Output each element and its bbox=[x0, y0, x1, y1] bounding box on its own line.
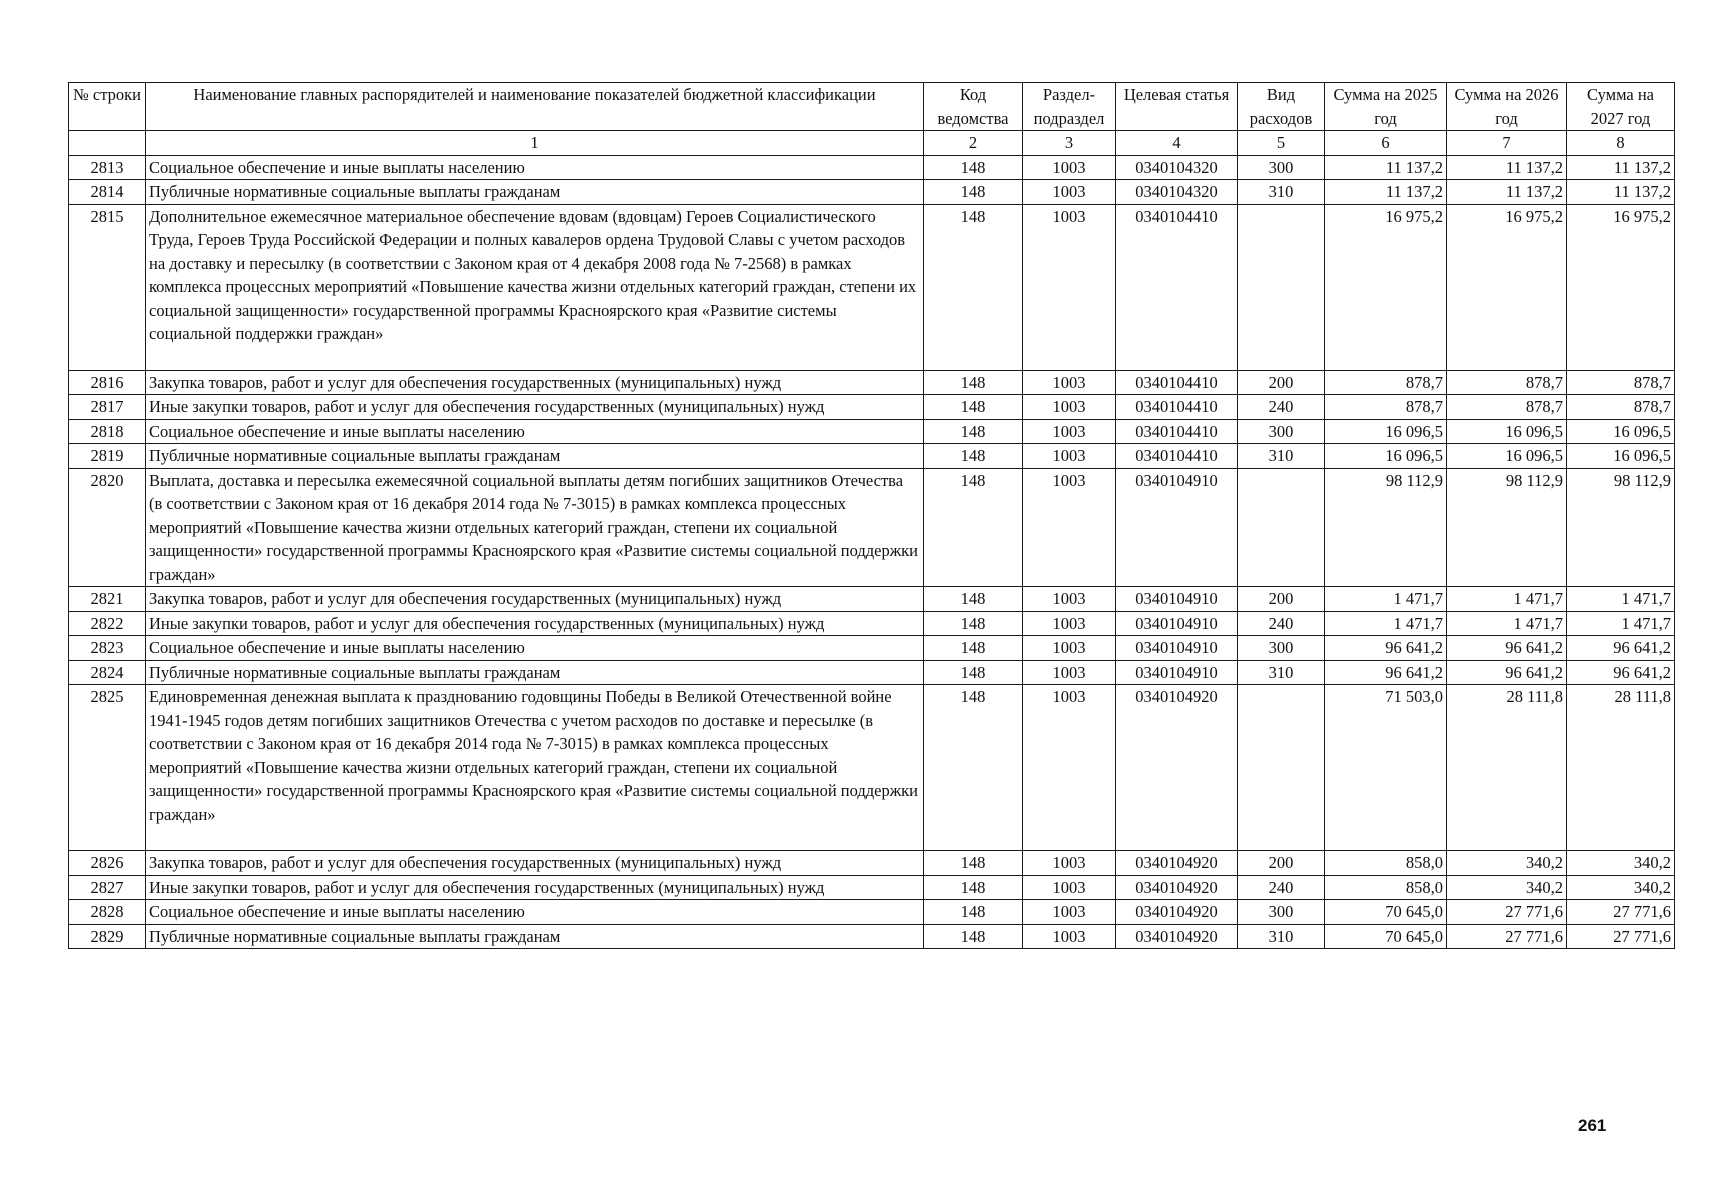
sum-2026-cell: 878,7 bbox=[1447, 395, 1567, 420]
sum-2025-cell: 70 645,0 bbox=[1325, 924, 1447, 949]
target-item-cell: 0340104920 bbox=[1116, 924, 1238, 949]
row-number-cell: 2815 bbox=[69, 204, 146, 370]
header-name: Наименование главных распорядителей и наименование показателей бюджетной классификации bbox=[146, 83, 924, 131]
target-item-cell: 0340104320 bbox=[1116, 155, 1238, 180]
header-sum-2025: Сумма на 2025 год bbox=[1325, 83, 1447, 131]
column-number: 1 bbox=[146, 131, 924, 156]
sum-2025-cell: 1 471,7 bbox=[1325, 611, 1447, 636]
section-cell: 1003 bbox=[1023, 587, 1116, 612]
row-number-cell: 2820 bbox=[69, 468, 146, 587]
row-number-cell: 2823 bbox=[69, 636, 146, 661]
classification-name-cell: Закупка товаров, работ и услуг для обеспечения государственных (муниципальных) нужд bbox=[146, 851, 924, 876]
target-item-cell: 0340104910 bbox=[1116, 587, 1238, 612]
sum-2025-cell: 98 112,9 bbox=[1325, 468, 1447, 587]
row-number-cell: 2826 bbox=[69, 851, 146, 876]
sum-2027-cell: 11 137,2 bbox=[1567, 180, 1675, 205]
sum-2027-cell: 16 096,5 bbox=[1567, 444, 1675, 469]
column-number: 5 bbox=[1238, 131, 1325, 156]
table-row bbox=[69, 419, 1675, 444]
target-item-cell: 0340104910 bbox=[1116, 468, 1238, 587]
table-row bbox=[69, 611, 1675, 636]
section-cell: 1003 bbox=[1023, 204, 1116, 370]
sum-2027-cell: 16 096,5 bbox=[1567, 419, 1675, 444]
expense-type-cell: 200 bbox=[1238, 587, 1325, 612]
sum-2026-cell: 27 771,6 bbox=[1447, 900, 1567, 925]
expense-type-cell: 300 bbox=[1238, 419, 1325, 444]
classification-name-cell: Иные закупки товаров, работ и услуг для обеспечения государственных (муниципальных) нужд bbox=[146, 395, 924, 420]
department-code-cell: 148 bbox=[924, 204, 1023, 370]
header-row-number: № строки bbox=[69, 83, 146, 131]
expense-type-cell bbox=[1238, 685, 1325, 851]
row-number-cell: 2814 bbox=[69, 180, 146, 205]
column-number: 4 bbox=[1116, 131, 1238, 156]
sum-2027-cell: 27 771,6 bbox=[1567, 900, 1675, 925]
header-section: Раздел-подраздел bbox=[1023, 83, 1116, 131]
row-number-cell: 2821 bbox=[69, 587, 146, 612]
classification-name-cell: Социальное обеспечение и иные выплаты населению bbox=[146, 900, 924, 925]
classification-name-cell: Иные закупки товаров, работ и услуг для обеспечения государственных (муниципальных) нужд bbox=[146, 611, 924, 636]
classification-name-cell: Социальное обеспечение и иные выплаты населению bbox=[146, 155, 924, 180]
table-row bbox=[69, 370, 1675, 395]
sum-2026-cell: 96 641,2 bbox=[1447, 660, 1567, 685]
sum-2027-cell: 1 471,7 bbox=[1567, 611, 1675, 636]
page-number: 261 bbox=[1578, 1116, 1607, 1135]
sum-2025-cell: 16 975,2 bbox=[1325, 204, 1447, 370]
column-number: 8 bbox=[1567, 131, 1675, 156]
header-department-code: Код ведомства bbox=[924, 83, 1023, 131]
sum-2027-cell: 340,2 bbox=[1567, 875, 1675, 900]
table-row bbox=[69, 924, 1675, 949]
sum-2026-cell: 27 771,6 bbox=[1447, 924, 1567, 949]
sum-2025-cell: 11 137,2 bbox=[1325, 155, 1447, 180]
sum-2026-cell: 340,2 bbox=[1447, 851, 1567, 876]
classification-name-cell: Закупка товаров, работ и услуг для обеспечения государственных (муниципальных) нужд bbox=[146, 370, 924, 395]
table-row bbox=[69, 155, 1675, 180]
department-code-cell: 148 bbox=[924, 370, 1023, 395]
department-code-cell: 148 bbox=[924, 900, 1023, 925]
department-code-cell: 148 bbox=[924, 611, 1023, 636]
department-code-cell: 148 bbox=[924, 468, 1023, 587]
section-cell: 1003 bbox=[1023, 875, 1116, 900]
sum-2026-cell: 340,2 bbox=[1447, 875, 1567, 900]
row-number-cell: 2818 bbox=[69, 419, 146, 444]
sum-2027-cell: 11 137,2 bbox=[1567, 155, 1675, 180]
sum-2025-cell: 70 645,0 bbox=[1325, 900, 1447, 925]
department-code-cell: 148 bbox=[924, 660, 1023, 685]
classification-name-cell: Публичные нормативные социальные выплаты гражданам bbox=[146, 660, 924, 685]
sum-2026-cell: 96 641,2 bbox=[1447, 636, 1567, 661]
sum-2026-cell: 11 137,2 bbox=[1447, 155, 1567, 180]
section-cell: 1003 bbox=[1023, 155, 1116, 180]
table-row bbox=[69, 395, 1675, 420]
column-number: 6 bbox=[1325, 131, 1447, 156]
table-body bbox=[69, 155, 1675, 949]
table-row bbox=[69, 180, 1675, 205]
expense-type-cell: 310 bbox=[1238, 660, 1325, 685]
sum-2025-cell: 96 641,2 bbox=[1325, 636, 1447, 661]
table-row bbox=[69, 204, 1675, 370]
target-item-cell: 0340104410 bbox=[1116, 419, 1238, 444]
table-row bbox=[69, 636, 1675, 661]
sum-2027-cell: 96 641,2 bbox=[1567, 636, 1675, 661]
header-sum-2027: Сумма на 2027 год bbox=[1567, 83, 1675, 131]
column-number: 7 bbox=[1447, 131, 1567, 156]
department-code-cell: 148 bbox=[924, 685, 1023, 851]
expense-type-cell: 300 bbox=[1238, 155, 1325, 180]
department-code-cell: 148 bbox=[924, 419, 1023, 444]
department-code-cell: 148 bbox=[924, 180, 1023, 205]
header-target-item: Целевая статья bbox=[1116, 83, 1238, 131]
sum-2026-cell: 28 111,8 bbox=[1447, 685, 1567, 851]
section-cell: 1003 bbox=[1023, 611, 1116, 636]
expense-type-cell: 300 bbox=[1238, 636, 1325, 661]
sum-2027-cell: 1 471,7 bbox=[1567, 587, 1675, 612]
sum-2025-cell: 878,7 bbox=[1325, 370, 1447, 395]
department-code-cell: 148 bbox=[924, 587, 1023, 612]
target-item-cell: 0340104910 bbox=[1116, 660, 1238, 685]
section-cell: 1003 bbox=[1023, 900, 1116, 925]
row-number-cell: 2829 bbox=[69, 924, 146, 949]
classification-name-cell: Закупка товаров, работ и услуг для обеспечения государственных (муниципальных) нужд bbox=[146, 587, 924, 612]
section-cell: 1003 bbox=[1023, 395, 1116, 420]
sum-2026-cell: 1 471,7 bbox=[1447, 587, 1567, 612]
expense-type-cell bbox=[1238, 204, 1325, 370]
row-number-cell: 2813 bbox=[69, 155, 146, 180]
table-row bbox=[69, 660, 1675, 685]
classification-name-cell: Выплата, доставка и пересылка ежемесячной социальной выплаты детям погибших защитников Отечества (в соответствии с Законом края от 16 декабря 2014 года № 7-3015) в рамках комплекса процессных мероприятий «Повышение качества жизни отдельных категорий граждан, степени их социальной защищенности» государственной программы Красноярского края «Развитие системы социальной поддержки граждан» bbox=[146, 468, 924, 587]
target-item-cell: 0340104920 bbox=[1116, 851, 1238, 876]
sum-2026-cell: 1 471,7 bbox=[1447, 611, 1567, 636]
department-code-cell: 148 bbox=[924, 851, 1023, 876]
section-cell: 1003 bbox=[1023, 685, 1116, 851]
header-row bbox=[69, 83, 1675, 131]
classification-name-cell: Единовременная денежная выплата к празднованию годовщины Победы в Великой Отечественной войне 1941-1945 годов детям погибших защитников Отечества с учетом расходов по доставке и пересылке (в соответствии с Законом края от 16 декабря 2014 года № 7-3015) в рамках комплекса процессных мероприятий «Повышение качества жизни отдельных категорий граждан, степени их социальной защищенности» государственной программы Красноярского края «Развитие системы социальной поддержки граждан» bbox=[146, 685, 924, 851]
section-cell: 1003 bbox=[1023, 636, 1116, 661]
table-row bbox=[69, 444, 1675, 469]
target-item-cell: 0340104910 bbox=[1116, 636, 1238, 661]
sum-2026-cell: 16 975,2 bbox=[1447, 204, 1567, 370]
table-row bbox=[69, 468, 1675, 587]
table-row bbox=[69, 900, 1675, 925]
column-number: 3 bbox=[1023, 131, 1116, 156]
header-sum-2026: Сумма на 2026 год bbox=[1447, 83, 1567, 131]
classification-name-cell: Дополнительное ежемесячное материальное обеспечение вдовам (вдовцам) Героев Социалистического Труда, Героев Труда Российской Федерации и полных кавалеров ордена Трудовой Славы с учетом расходов на доставку и пересылку (в соответствии с Законом края от 4 декабря 2008 года № 7-2568) в рамках комплекса процессных мероприятий «Повышение качества жизни отдельных категорий граждан, степени их социальной защищенности» государственной программы Красноярского края «Развитие системы социальной поддержки граждан» bbox=[146, 204, 924, 370]
department-code-cell: 148 bbox=[924, 924, 1023, 949]
classification-name-cell: Социальное обеспечение и иные выплаты населению bbox=[146, 419, 924, 444]
target-item-cell: 0340104320 bbox=[1116, 180, 1238, 205]
classification-name-cell: Публичные нормативные социальные выплаты гражданам bbox=[146, 444, 924, 469]
target-item-cell: 0340104910 bbox=[1116, 611, 1238, 636]
sum-2027-cell: 27 771,6 bbox=[1567, 924, 1675, 949]
sum-2027-cell: 878,7 bbox=[1567, 370, 1675, 395]
target-item-cell: 0340104920 bbox=[1116, 685, 1238, 851]
row-number-cell: 2824 bbox=[69, 660, 146, 685]
sum-2025-cell: 878,7 bbox=[1325, 395, 1447, 420]
row-number-cell: 2825 bbox=[69, 685, 146, 851]
sum-2027-cell: 28 111,8 bbox=[1567, 685, 1675, 851]
section-cell: 1003 bbox=[1023, 468, 1116, 587]
expense-type-cell bbox=[1238, 468, 1325, 587]
section-cell: 1003 bbox=[1023, 180, 1116, 205]
sum-2027-cell: 340,2 bbox=[1567, 851, 1675, 876]
expense-type-cell: 300 bbox=[1238, 900, 1325, 925]
sum-2027-cell: 16 975,2 bbox=[1567, 204, 1675, 370]
budget-table bbox=[68, 82, 1675, 949]
department-code-cell: 148 bbox=[924, 155, 1023, 180]
department-code-cell: 148 bbox=[924, 395, 1023, 420]
sum-2025-cell: 1 471,7 bbox=[1325, 587, 1447, 612]
expense-type-cell: 240 bbox=[1238, 611, 1325, 636]
expense-type-cell: 310 bbox=[1238, 444, 1325, 469]
section-cell: 1003 bbox=[1023, 851, 1116, 876]
classification-name-cell: Социальное обеспечение и иные выплаты населению bbox=[146, 636, 924, 661]
expense-type-cell: 240 bbox=[1238, 395, 1325, 420]
sum-2026-cell: 11 137,2 bbox=[1447, 180, 1567, 205]
column-number-row bbox=[69, 131, 1675, 156]
department-code-cell: 148 bbox=[924, 636, 1023, 661]
row-number-cell: 2819 bbox=[69, 444, 146, 469]
section-cell: 1003 bbox=[1023, 419, 1116, 444]
section-cell: 1003 bbox=[1023, 370, 1116, 395]
expense-type-cell: 310 bbox=[1238, 924, 1325, 949]
expense-type-cell: 310 bbox=[1238, 180, 1325, 205]
sum-2026-cell: 98 112,9 bbox=[1447, 468, 1567, 587]
target-item-cell: 0340104410 bbox=[1116, 444, 1238, 469]
sum-2025-cell: 16 096,5 bbox=[1325, 444, 1447, 469]
sum-2027-cell: 98 112,9 bbox=[1567, 468, 1675, 587]
sum-2025-cell: 71 503,0 bbox=[1325, 685, 1447, 851]
target-item-cell: 0340104410 bbox=[1116, 204, 1238, 370]
sum-2027-cell: 96 641,2 bbox=[1567, 660, 1675, 685]
sum-2026-cell: 16 096,5 bbox=[1447, 419, 1567, 444]
expense-type-cell: 240 bbox=[1238, 875, 1325, 900]
row-number-cell: 2827 bbox=[69, 875, 146, 900]
section-cell: 1003 bbox=[1023, 924, 1116, 949]
sum-2025-cell: 16 096,5 bbox=[1325, 419, 1447, 444]
row-number-cell: 2828 bbox=[69, 900, 146, 925]
sum-2027-cell: 878,7 bbox=[1567, 395, 1675, 420]
sum-2025-cell: 96 641,2 bbox=[1325, 660, 1447, 685]
target-item-cell: 0340104410 bbox=[1116, 370, 1238, 395]
column-number: 2 bbox=[924, 131, 1023, 156]
department-code-cell: 148 bbox=[924, 875, 1023, 900]
classification-name-cell: Публичные нормативные социальные выплаты гражданам bbox=[146, 180, 924, 205]
target-item-cell: 0340104920 bbox=[1116, 900, 1238, 925]
department-code-cell: 148 bbox=[924, 444, 1023, 469]
target-item-cell: 0340104410 bbox=[1116, 395, 1238, 420]
classification-name-cell: Публичные нормативные социальные выплаты гражданам bbox=[146, 924, 924, 949]
sum-2026-cell: 878,7 bbox=[1447, 370, 1567, 395]
row-number-cell: 2816 bbox=[69, 370, 146, 395]
expense-type-cell: 200 bbox=[1238, 370, 1325, 395]
classification-name-cell: Иные закупки товаров, работ и услуг для обеспечения государственных (муниципальных) нужд bbox=[146, 875, 924, 900]
target-item-cell: 0340104920 bbox=[1116, 875, 1238, 900]
sum-2025-cell: 858,0 bbox=[1325, 875, 1447, 900]
sum-2025-cell: 858,0 bbox=[1325, 851, 1447, 876]
row-number-cell: 2822 bbox=[69, 611, 146, 636]
expense-type-cell: 200 bbox=[1238, 851, 1325, 876]
table-row bbox=[69, 851, 1675, 876]
sum-2025-cell: 11 137,2 bbox=[1325, 180, 1447, 205]
table-row bbox=[69, 875, 1675, 900]
row-number-cell: 2817 bbox=[69, 395, 146, 420]
table-row bbox=[69, 685, 1675, 851]
section-cell: 1003 bbox=[1023, 660, 1116, 685]
column-number bbox=[69, 131, 146, 156]
sum-2026-cell: 16 096,5 bbox=[1447, 444, 1567, 469]
table-row bbox=[69, 587, 1675, 612]
header-expense-type: Вид расходов bbox=[1238, 83, 1325, 131]
section-cell: 1003 bbox=[1023, 444, 1116, 469]
